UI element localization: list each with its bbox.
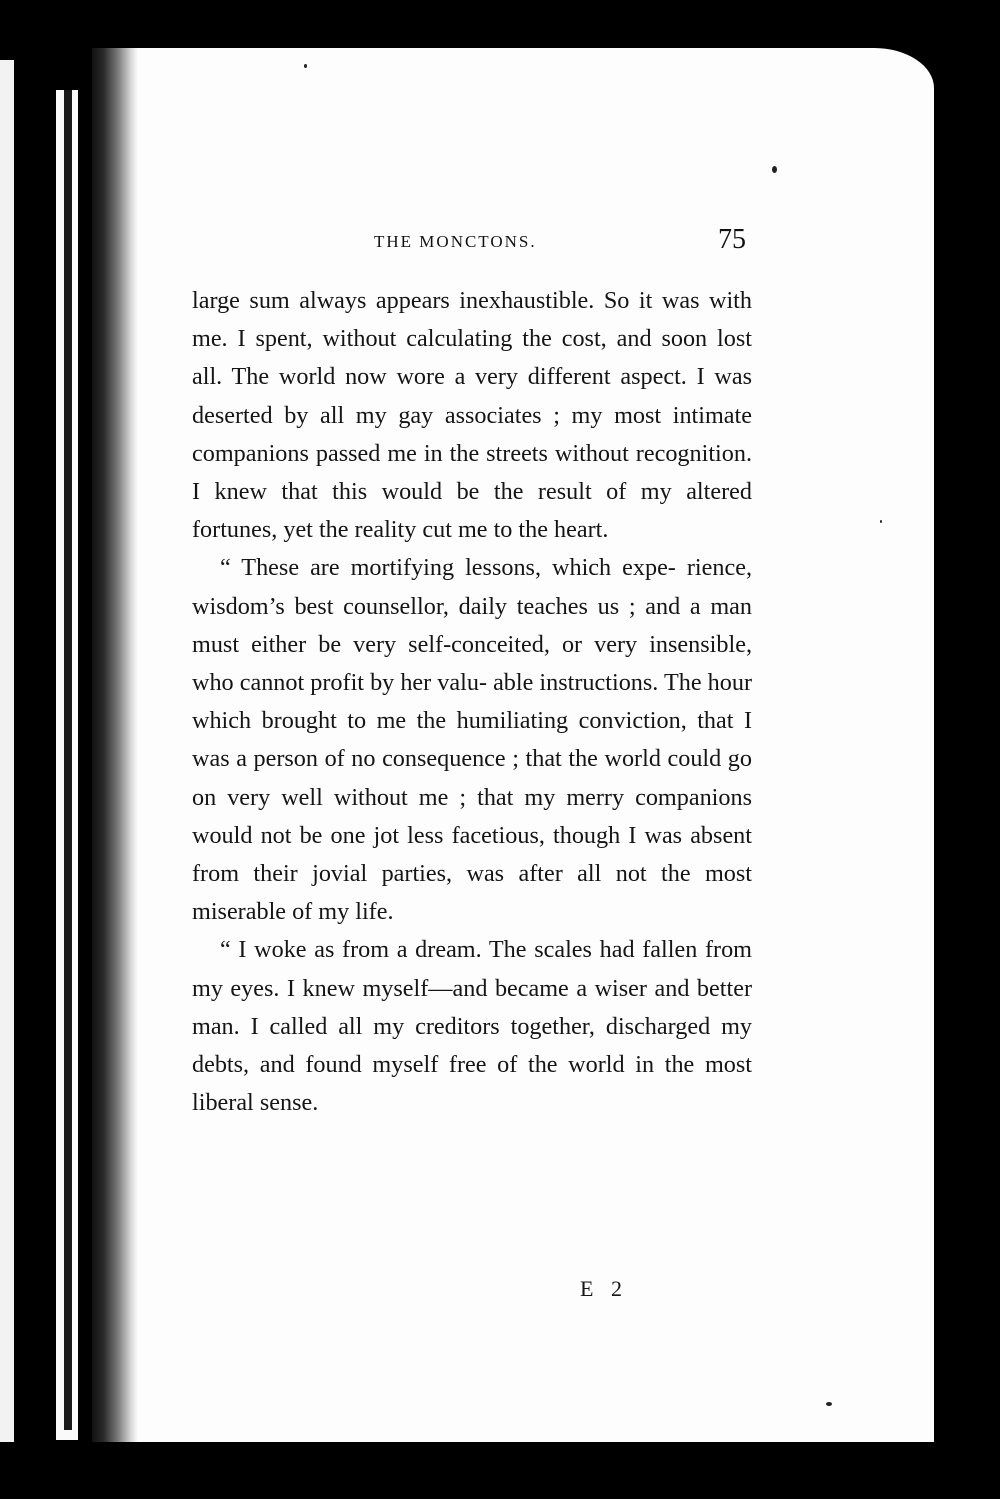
adjacent-page-edge	[0, 60, 14, 1460]
running-title: THE MONCTONS.	[374, 232, 537, 251]
paragraph: large sum always appears inexhaustible. So it was with me. I spent, without calculating the cost, and soon lost all. The world now wore a very different aspect. I was deserted by all my gay associates ; my most intimate companions passed me in the streets without recognition. I knew that this would be the result of my altered fortunes, yet the reality cut me to the heart.	[192, 287, 752, 544]
signature-mark: E 2	[580, 1276, 628, 1301]
paragraph: “ These are mortifying lessons, which expe- rience, wisdom’s best counsellor, daily teaches us ; and a man must either be very self-conceited, or very insensible, who cannot profit by her valu- able instructions. The hour which brought to me the humiliating conviction, that I was a person of no consequence ; that the world could go on very well without me ; that my merry companions would not be one jot less facetious, though I was absent from their jovial parties, was after all not the most miserable of my life.	[192, 554, 752, 926]
dust-speck	[772, 166, 777, 173]
page-number: 75	[718, 224, 746, 255]
paragraph: “ I woke as from a dream. The scales had fallen from my eyes. I knew myself—and became a wiser and better man. I called all my creditors together, discharged my debts, and found myself free of the world in the most liberal sense.	[192, 936, 752, 1117]
body-text	[192, 282, 752, 1122]
dust-speck	[304, 64, 307, 68]
scan-background-bottom	[0, 1442, 1000, 1499]
dust-speck	[826, 1402, 832, 1406]
gutter-shadow	[92, 48, 138, 1448]
binding-shadow	[64, 90, 72, 1430]
page-header	[190, 226, 750, 260]
dust-speck	[880, 520, 882, 523]
